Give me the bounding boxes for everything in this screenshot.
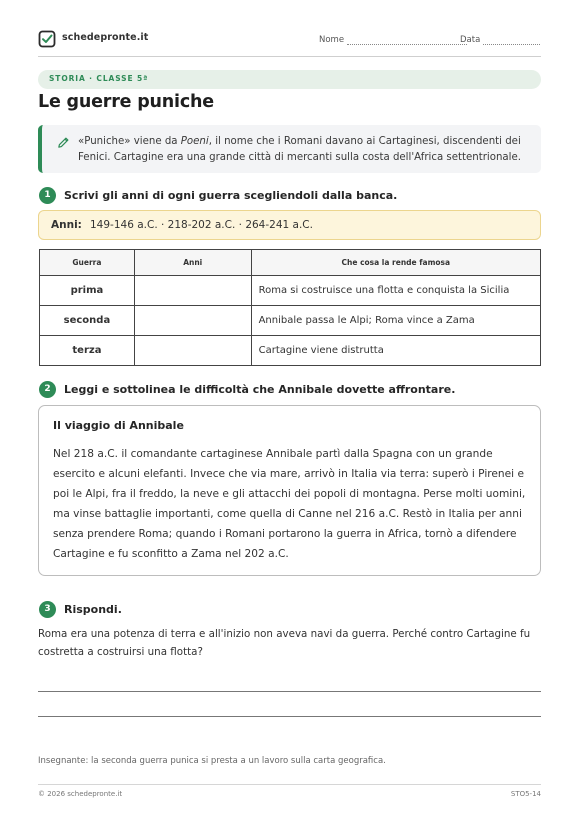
question-text: Roma era una potenza di terra e all'inizio non aveva navi da guerra. Perché contro Cartagine fu costretta a costruirsi una flotta? bbox=[38, 628, 531, 658]
footer-divider bbox=[38, 784, 541, 785]
subject-bar bbox=[38, 70, 541, 89]
word-bank-label: Anni: bbox=[51, 219, 82, 231]
answer-line[interactable] bbox=[38, 691, 541, 692]
war-order-cell: prima bbox=[40, 276, 135, 306]
reading-title: Il viaggio di Annibale bbox=[53, 419, 184, 432]
name-field bbox=[319, 35, 467, 45]
column-header-years: Anni bbox=[134, 250, 251, 276]
years-answer-cell[interactable] bbox=[134, 306, 251, 336]
fact-cell: Annibale passa le Alpi; Roma vince a Zama bbox=[251, 306, 540, 336]
years-answer-cell[interactable] bbox=[134, 276, 251, 306]
years-word-bank bbox=[38, 210, 541, 240]
page-title: Le guerre puniche bbox=[38, 92, 214, 112]
table-row bbox=[40, 276, 541, 306]
step-3-instruction: Rispondi. bbox=[64, 603, 122, 616]
step-2-badge: 2 bbox=[39, 381, 56, 398]
table-row bbox=[40, 306, 541, 336]
years-answer-cell[interactable] bbox=[134, 336, 251, 366]
callout-italic-word: Poeni bbox=[180, 136, 209, 147]
wars-table bbox=[39, 249, 541, 366]
word-bank-values: 149-146 a.C. · 218-202 a.C. · 264-241 a.C. bbox=[90, 219, 313, 231]
reading-text[interactable]: Nel 218 a.C. il comandante cartaginese Annibale partì dalla Spagna con un grande esercito e alcuni elefanti. Invece che via mare, arrivò in Italia via terra: superò i Pirenei e poi le Alpi, fra il freddo, la neve e gli attacchi dei popoli di montagna. Perse molti uomini, ma vinse battaglie importanti, come quella di Canne nel 216 a.C. Restò in Italia per anni senza prendere Roma; quando i Romani portarono la guerra in Africa, tornò a difendere Cartagine e fu sconfitto a Zama nel 202 a.C. bbox=[53, 448, 526, 560]
info-callout bbox=[38, 125, 541, 173]
subject-label: STORIA · CLASSE 5ª bbox=[49, 74, 149, 83]
fact-cell: Roma si costruisce una flotta e conquista la Sicilia bbox=[251, 276, 540, 306]
teacher-note: Insegnante: la seconda guerra punica si presta a un lavoro sulla carta geografica. bbox=[38, 756, 386, 766]
step-2-instruction: Leggi e sottolinea le difficoltà che Annibale dovette affrontare. bbox=[64, 383, 456, 396]
name-line[interactable] bbox=[347, 36, 467, 45]
reading-box bbox=[38, 405, 541, 576]
name-label: Nome bbox=[319, 35, 345, 45]
brand-link[interactable]: schedepronte.it bbox=[62, 32, 149, 43]
step-1-badge: 1 bbox=[39, 187, 56, 204]
date-line[interactable] bbox=[483, 36, 540, 45]
answer-line[interactable] bbox=[38, 716, 541, 717]
column-header-fame: Che cosa la rende famosa bbox=[251, 250, 540, 276]
fact-cell: Cartagine viene distrutta bbox=[251, 336, 540, 366]
date-field bbox=[460, 35, 540, 45]
checkbox-logo-icon bbox=[38, 30, 56, 48]
footer-code: STO5-14 bbox=[510, 790, 541, 798]
step-1-instruction: Scrivi gli anni di ogni guerra scegliendoli dalla banca. bbox=[64, 189, 398, 202]
table-row bbox=[40, 336, 541, 366]
footer-copyright: © 2026 schedepronte.it bbox=[38, 790, 123, 798]
worksheet-header bbox=[38, 29, 541, 57]
step-3-badge: 3 bbox=[39, 601, 56, 618]
pencil-icon bbox=[57, 136, 70, 149]
table-header-row bbox=[40, 250, 541, 276]
callout-text: «Puniche» viene da Poeni, il nome che i Romani davano ai Cartaginesi, discendenti dei Fenici. Cartagine era una grande città di mercanti sulla costa dell'Africa settentrionale. bbox=[78, 136, 522, 163]
war-order-cell: seconda bbox=[40, 306, 135, 336]
column-header-war: Guerra bbox=[40, 250, 135, 276]
war-order-cell: terza bbox=[40, 336, 135, 366]
date-label: Data bbox=[460, 35, 481, 45]
